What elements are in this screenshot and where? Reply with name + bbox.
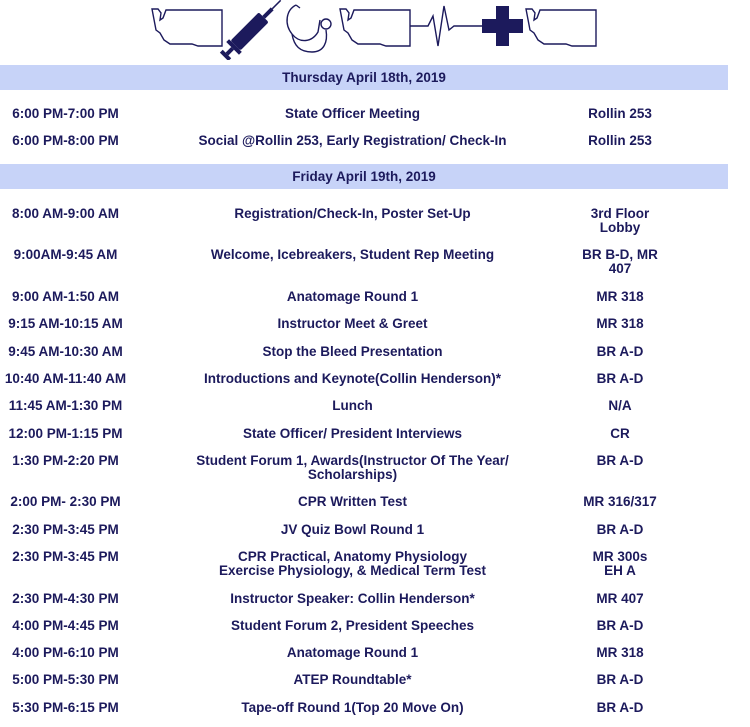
time-cell: 9:45 AM-10:30 AM	[8, 344, 123, 359]
location-line: BR B-D, MR	[582, 247, 658, 262]
time-cell: 12:00 PM-1:15 PM	[8, 426, 123, 441]
heartbeat-icon	[410, 6, 482, 46]
time-cell: 8:00 AM-9:00 AM	[11, 206, 120, 221]
event-line: CPR Practical, Anatomy Physiology	[237, 549, 468, 564]
location-cell	[570, 134, 670, 148]
location-line: BR A-D	[596, 672, 644, 687]
event-line: Welcome, Icebreakers, Student Rep Meeting	[210, 247, 495, 262]
time-cell: 2:00 PM- 2:30 PM	[10, 494, 121, 509]
time-cell: 5:00 PM-5:30 PM	[12, 672, 119, 687]
event-line: Student Forum 2, President Speeches	[230, 618, 475, 633]
location-cell	[570, 550, 670, 578]
location-line: MR 318	[596, 645, 644, 660]
time-cell: 4:00 PM-6:10 PM	[12, 645, 119, 660]
location-line: Lobby	[599, 220, 641, 235]
location-cell	[570, 372, 670, 386]
time-cell: 9:00AM-9:45 AM	[13, 247, 118, 262]
event-line: State Officer Meeting	[284, 106, 421, 121]
event-line: Scholarships)	[307, 467, 398, 482]
location-line: EH A	[604, 563, 636, 578]
location-line: BR A-D	[596, 700, 644, 715]
location-line: BR A-D	[596, 522, 644, 537]
location-line: 407	[608, 261, 632, 276]
event-cell	[175, 107, 530, 121]
location-line: Rollin 253	[588, 106, 652, 121]
location-line: 3rd Floor	[590, 206, 650, 221]
header-banner	[0, 0, 750, 60]
event-cell	[175, 345, 530, 359]
event-line: Lunch	[332, 398, 373, 413]
event-cell	[175, 427, 530, 441]
event-cell	[175, 646, 530, 660]
time-cell: 6:00 PM-8:00 PM	[12, 133, 119, 148]
washington-outline-icon	[526, 9, 596, 46]
location-cell	[570, 427, 670, 441]
day-header: Friday April 19th, 2019	[0, 164, 728, 189]
location-line: BR A-D	[596, 618, 644, 633]
time-cell: 9:00 AM-1:50 AM	[11, 289, 120, 304]
location-cell	[570, 454, 670, 468]
event-line: Exercise Physiology, & Medical Term Test	[218, 563, 487, 578]
event-cell	[175, 673, 530, 687]
location-line: BR A-D	[596, 344, 644, 359]
event-cell	[175, 619, 530, 633]
event-line: Registration/Check-In, Poster Set-Up	[234, 206, 471, 221]
location-line: MR 318	[596, 316, 644, 331]
time-cell: 11:45 AM-1:30 PM	[8, 398, 123, 413]
event-cell	[175, 454, 530, 482]
location-cell	[570, 701, 670, 715]
event-line: Instructor Speaker: Collin Henderson*	[230, 591, 475, 606]
location-cell	[570, 399, 670, 413]
location-line: MR 300s	[592, 549, 648, 564]
event-cell	[175, 523, 530, 537]
location-cell	[570, 673, 670, 687]
event-line: Student Forum 1, Awards(Instructor Of The Year/	[196, 453, 509, 468]
location-cell	[570, 619, 670, 633]
day-header: Thursday April 18th, 2019	[0, 65, 728, 90]
location-cell	[570, 248, 670, 276]
event-cell	[175, 317, 530, 331]
event-line: ATEP Roundtable*	[293, 672, 412, 687]
event-cell	[175, 207, 530, 221]
location-line: MR 318	[596, 289, 644, 304]
time-cell: 2:30 PM-3:45 PM	[12, 549, 119, 564]
event-line: Anatomage Round 1	[286, 645, 419, 660]
event-line: JV Quiz Bowl Round 1	[280, 522, 425, 537]
event-cell	[175, 550, 530, 578]
location-line: BR A-D	[596, 453, 644, 468]
location-line: N/A	[608, 398, 632, 413]
location-cell	[570, 290, 670, 304]
washington-outline-icon	[152, 9, 222, 46]
location-cell	[570, 592, 670, 606]
syringe-icon	[218, 0, 287, 60]
event-cell	[175, 134, 530, 148]
event-cell	[175, 290, 530, 304]
event-line: Instructor Meet & Greet	[277, 316, 428, 331]
location-line: BR A-D	[596, 371, 644, 386]
event-line: Social @Rollin 253, Early Registration/ Check-In	[198, 133, 507, 148]
location-cell	[570, 317, 670, 331]
stethoscope-icon	[287, 5, 331, 52]
event-cell	[175, 248, 530, 262]
location-line: MR 316/317	[583, 494, 657, 509]
time-cell: 2:30 PM-4:30 PM	[12, 591, 119, 606]
time-cell: 2:30 PM-3:45 PM	[12, 522, 119, 537]
time-cell: 5:30 PM-6:15 PM	[12, 700, 119, 715]
medical-cross-icon	[482, 6, 523, 46]
location-cell	[570, 495, 670, 509]
event-line: CPR Written Test	[297, 494, 407, 509]
event-cell	[175, 495, 530, 509]
event-line: Tape-off Round 1(Top 20 Move On)	[241, 700, 464, 715]
time-cell: 10:40 AM-11:40 AM	[4, 371, 127, 386]
location-line: MR 407	[596, 591, 644, 606]
event-cell	[175, 399, 530, 413]
location-line: Rollin 253	[588, 133, 652, 148]
event-line: State Officer/ President Interviews	[242, 426, 463, 441]
time-cell: 4:00 PM-4:45 PM	[12, 618, 119, 633]
washington-outline-icon	[340, 9, 410, 46]
location-cell	[570, 207, 670, 235]
event-cell	[175, 592, 530, 606]
event-line: Stop the Bleed Presentation	[262, 344, 443, 359]
location-cell	[570, 345, 670, 359]
location-cell	[570, 107, 670, 121]
event-line: Anatomage Round 1	[286, 289, 419, 304]
location-cell	[570, 646, 670, 660]
time-cell: 6:00 PM-7:00 PM	[12, 106, 119, 121]
location-line: CR	[610, 426, 630, 441]
time-cell: 9:15 AM-10:15 AM	[8, 316, 123, 331]
time-cell: 1:30 PM-2:20 PM	[12, 453, 119, 468]
event-line: Introductions and Keynote(Collin Henderson)*	[203, 371, 501, 386]
event-cell	[175, 701, 530, 715]
event-cell	[175, 372, 530, 386]
location-cell	[570, 523, 670, 537]
